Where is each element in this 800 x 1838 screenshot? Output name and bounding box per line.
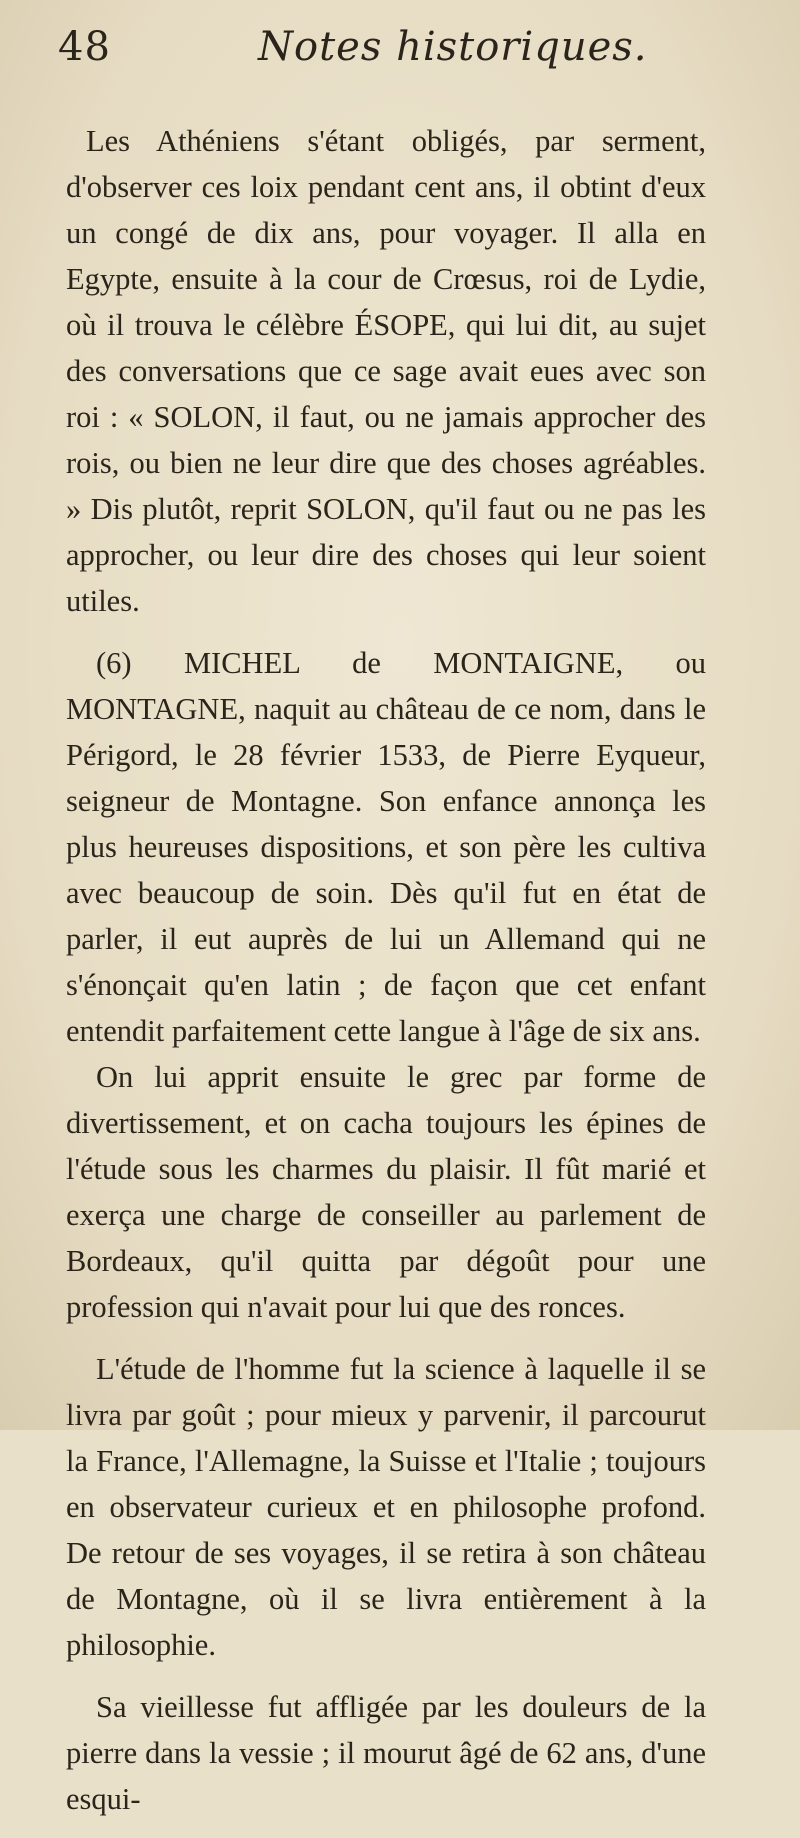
paragraph-travels: L'étude de l'homme fut la science à laquelle il se livra par goût ; pour mieux y parvenir, il parcourut la France, l'Allemagne, la Suisse et l'Italie ; toujours en observateur curieux et en philosophe profond. De retour de ses voyages, il se retira à son château de Montagne, où il se livra entièrement à la philosophie. xyxy=(66,1352,706,1662)
paragraph-solon: Les Athéniens s'étant obligés, par serment, d'observer ces loix pendant cent ans, il obtint d'eux un congé de dix ans, pour voyager. Il alla en Egypte, ensuite à la cour de Crœsus, roi de Lydie, où il trouva le célèbre ÉSOPE, qui lui dit, au sujet des conversations que ce sage avait eues avec son roi : « SOLON, il faut, ou ne jamais approcher des rois, ou bien ne leur dire que des choses agréables. » Dis plutôt, reprit SOLON, qu'il faut ou ne pas les approcher, ou leur dire des choses qui leur soient utiles. xyxy=(66,124,706,618)
paragraph-education: On lui apprit ensuite le grec par forme de divertissement, et on cacha toujours les épines de l'étude sous les charmes du plaisir. Il fût marié et exerça une charge de conseiller au parlement de Bordeaux, qu'il quitta par dégoût pour une profession qui n'avait pour lui que des ronces. xyxy=(66,1060,706,1324)
running-title: Notes historiques. xyxy=(258,24,648,70)
paragraph-old-age: Sa vieillesse fut affligée par les douleurs de la pierre dans la vessie ; il mourut âgé de 62 ans, d'une esqui- xyxy=(66,1690,706,1816)
body-text xyxy=(66,118,706,1838)
paragraph-note-montaigne: (6) MICHEL de MONTAIGNE, ou MONTAGNE, naquit au château de ce nom, dans le Périgord, le 28 février 1533, de Pierre Eyqueur, seigneur de Montagne. Son enfance annonça les plus heureuses dispositions, et son père les cultiva avec beaucoup de soin. Dès qu'il fut en état de parler, il eut auprès de lui un Allemand qui ne s'énonçait qu'en latin ; de façon que cet enfant entendit parfaitement cette langue à l'âge de six ans. xyxy=(66,646,706,1048)
page-header xyxy=(58,24,760,94)
page-number: 48 xyxy=(58,24,111,70)
